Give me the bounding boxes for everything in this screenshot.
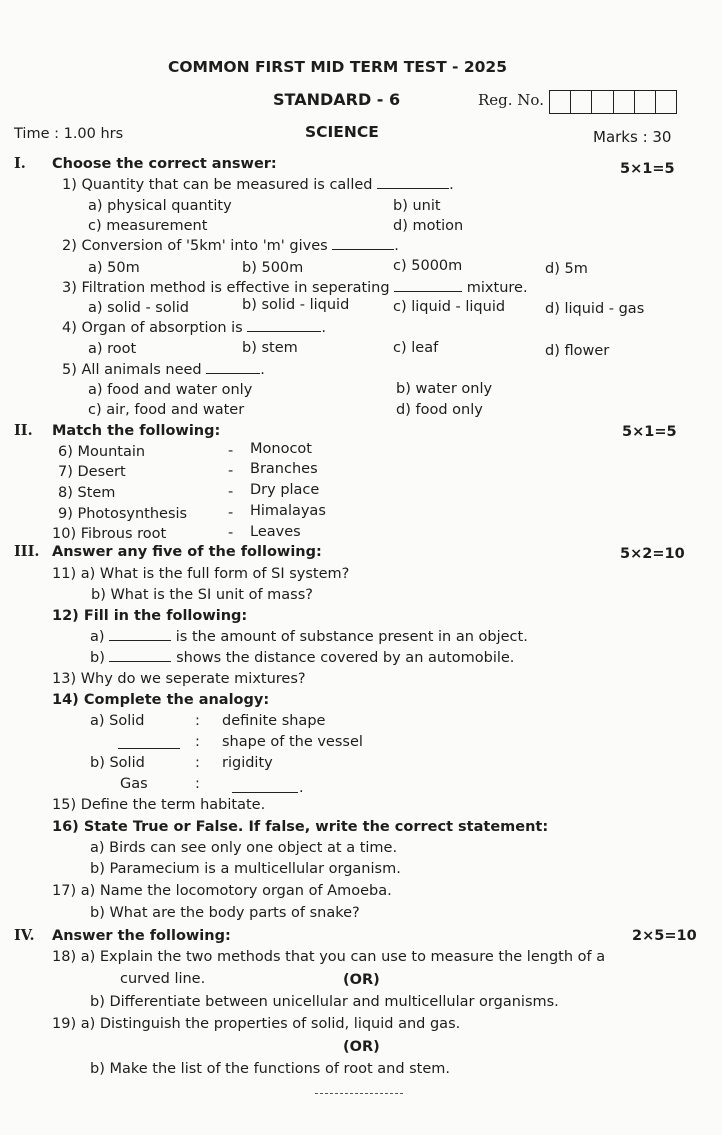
subject-label: SCIENCE [305, 123, 379, 141]
q4-option-c: c) leaf [393, 340, 439, 356]
question-18a: 18) a) Explain the two methods that you can use to measure the length of a [52, 949, 606, 965]
match-dash: - [228, 463, 234, 479]
section-3-marks: 5×2=10 [620, 546, 685, 562]
analogy-b2-left: Gas [120, 776, 148, 792]
question-17b: b) What are the body parts of snake? [90, 905, 360, 921]
q4-option-d: d) flower [545, 343, 610, 359]
match-right-2: Branches [250, 461, 318, 477]
question-5: 5) All animals need . [62, 362, 265, 378]
exam-title: COMMON FIRST MID TERM TEST - 2025 [168, 58, 508, 76]
end-separator [315, 1093, 403, 1094]
q2-option-d: d) 5m [545, 261, 588, 277]
question-15: 15) Define the term habitate. [52, 797, 266, 813]
question-4: 4) Organ of absorption is . [62, 320, 326, 336]
match-right-4: Himalayas [250, 503, 326, 519]
analogy-colon: : [195, 755, 200, 771]
match-right-5: Leaves [250, 524, 301, 540]
section-4-number: IV. [14, 927, 35, 944]
section-2-number: II. [14, 422, 33, 439]
match-left-6: 6) Mountain [58, 444, 146, 460]
section-1-marks: 5×1=5 [620, 161, 675, 177]
analogy-blank [118, 747, 180, 749]
reg-no-label: Reg. No. [478, 91, 544, 109]
question-12: 12) Fill in the following: [52, 608, 248, 624]
question-11a: 11) a) What is the full form of SI system? [52, 566, 350, 582]
question-16b: b) Paramecium is a multicellular organism. [90, 861, 401, 877]
analogy-colon: : [195, 713, 200, 729]
question-19b: b) Make the list of the functions of root and stem. [90, 1061, 451, 1077]
section-1-number: I. [14, 155, 26, 172]
q2-option-a: a) 50m [88, 260, 140, 276]
question-16a: a) Birds can see only one object at a time. [90, 840, 398, 856]
question-14: 14) Complete the analogy: [52, 692, 270, 708]
section-2-heading: Match the following: [52, 423, 221, 439]
q4-option-a: a) root [88, 341, 137, 357]
analogy-end-dot: . [299, 780, 304, 796]
q3-option-c: c) liquid - liquid [393, 299, 506, 315]
q2-option-b: b) 500m [242, 260, 304, 276]
q3-option-a: a) solid - solid [88, 300, 189, 316]
analogy-a-right: definite shape [222, 713, 326, 729]
match-left-8: 8) Stem [58, 485, 116, 501]
q4-option-b: b) stem [242, 340, 298, 356]
question-11b: b) What is the SI unit of mass? [91, 587, 313, 603]
section-3-number: III. [14, 543, 40, 560]
standard-label: STANDARD - 6 [273, 90, 401, 109]
match-left-9: 9) Photosynthesis [58, 506, 188, 522]
analogy-b-left: b) Solid [90, 755, 145, 771]
question-13: 13) Why do we seperate mixtures? [52, 671, 306, 687]
analogy-blank [232, 791, 298, 793]
q1-option-b: b) unit [393, 198, 441, 214]
q1-option-d: d) motion [393, 218, 464, 234]
section-2-marks: 5×1=5 [622, 424, 677, 440]
or-label-1: (OR) [343, 972, 380, 988]
reg-no-boxes [549, 90, 677, 114]
q5-option-a: a) food and water only [88, 382, 253, 398]
question-18a-cont: curved line. [120, 971, 206, 987]
match-right-3: Dry place [250, 482, 320, 498]
section-1-heading: Choose the correct answer: [52, 156, 277, 172]
match-dash: - [228, 525, 234, 541]
question-12b: b) shows the distance covered by an automobile. [90, 650, 515, 666]
match-dash: - [228, 484, 234, 500]
analogy-a-left: a) Solid [90, 713, 145, 729]
q3-option-d: d) liquid - gas [545, 301, 645, 317]
question-17a: 17) a) Name the locomotory organ of Amoeba. [52, 883, 392, 899]
analogy-colon: : [195, 776, 200, 792]
question-2: 2) Conversion of '5km' into 'm' gives . [62, 238, 399, 254]
or-label-2: (OR) [343, 1039, 380, 1055]
question-16: 16) State True or False. If false, write the correct statement: [52, 819, 549, 835]
q5-option-b: b) water only [396, 381, 493, 397]
q3-option-b: b) solid - liquid [242, 297, 350, 313]
match-dash: - [228, 443, 234, 459]
match-left-10: 10) Fibrous root [52, 526, 167, 542]
match-left-7: 7) Desert [58, 464, 126, 480]
section-4-heading: Answer the following: [52, 928, 231, 944]
q2-option-c: c) 5000m [393, 258, 463, 274]
marks-label: Marks : 30 [593, 128, 672, 146]
match-right-1: Monocot [250, 441, 312, 457]
question-18b: b) Differentiate between unicellular and multicellular organisms. [90, 994, 559, 1010]
match-dash: - [228, 505, 234, 521]
question-12a: a) is the amount of substance present in an object. [90, 629, 528, 645]
time-label: Time : 1.00 hrs [14, 126, 124, 142]
section-4-marks: 2×5=10 [632, 928, 697, 944]
q1-option-c: c) measurement [88, 218, 208, 234]
q5-option-d: d) food only [396, 402, 483, 418]
question-3: 3) Filtration method is effective in seperating mixture. [62, 280, 528, 296]
analogy-b-right: rigidity [222, 755, 273, 771]
q1-option-a: a) physical quantity [88, 198, 232, 214]
analogy-colon: : [195, 734, 200, 750]
question-19a: 19) a) Distinguish the properties of solid, liquid and gas. [52, 1016, 461, 1032]
section-3-heading: Answer any five of the following: [52, 544, 322, 560]
analogy-a2-right: shape of the vessel [222, 734, 363, 750]
q5-option-c: c) air, food and water [88, 402, 245, 418]
question-1: 1) Quantity that can be measured is called . [62, 177, 454, 193]
